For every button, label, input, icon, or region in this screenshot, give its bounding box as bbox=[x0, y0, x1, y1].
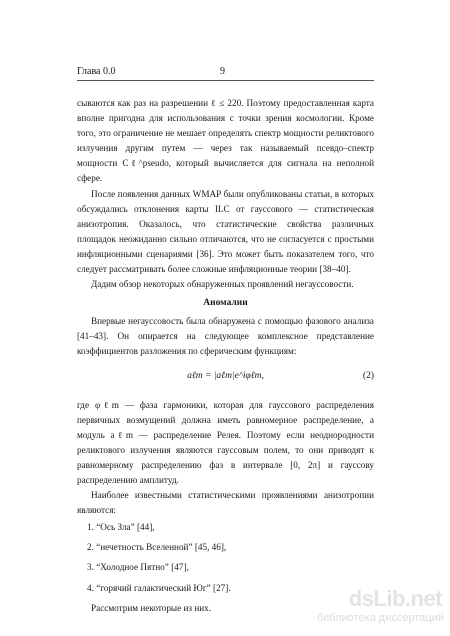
chapter-label: Глава 0.0 bbox=[77, 66, 116, 77]
paragraph-after-equation: где φℓm — фаза гармоники, которая для гауссового распределения первичных возмущений должна иметь равномерное распределение, а модуль aℓm — распределение Релея. Поэтому если неоднородности реликтового излучения являются гауссовым полем, то они приводят к равномерному распределению фаз в интервале [0, 2π] и гауссову распределению амплитуд. bbox=[77, 399, 374, 485]
paragraph-3: Дадим обзор некоторых обнаруженных проявлений негауссовости. bbox=[91, 279, 354, 290]
paragraph-final: Рассмотрим некоторые из них. bbox=[91, 602, 212, 613]
section-heading: Аномалии bbox=[203, 298, 248, 309]
page-number: 9 bbox=[220, 66, 225, 77]
list-item: 1. “Ось Зла” [44], bbox=[87, 522, 155, 533]
list-item: 4. “горячий галактический Юг” [27]. bbox=[87, 582, 231, 593]
list-item: 2. “нечетность Вселенной” [45, 46], bbox=[87, 542, 227, 553]
list-item: 3. “Холодное Пятно” [47], bbox=[87, 562, 189, 573]
paragraph-2: После появления данных WMAP были опубликованы статьи, в которых обсуждались отклонения карты ILC от гауссового — статистическая анизотропия. Оказалось, что статистические свойства различных площадок неожиданно сильно отличаются, что не согласуется с простыми инфляционными сценариями [36]. Это может быть показателем того, что следует рассматривать более сложные инфляционные теории [38–40]. bbox=[77, 188, 374, 275]
watermark bbox=[286, 586, 450, 630]
page-header bbox=[77, 64, 374, 80]
equation-formula: aℓm = |aℓm|e^iφℓm, bbox=[187, 370, 264, 381]
equation bbox=[77, 366, 374, 392]
equation-number: (2) bbox=[362, 370, 374, 381]
watermark-subtitle: библиотека диссертаций bbox=[316, 612, 444, 624]
paragraph-intro: Впервые негауссовость была обнаружена с помощью фазового анализа [41–43]. Он опирается на следующее комплексное представление коэффициентов разложения по сферическим функциям: bbox=[77, 316, 374, 357]
header-rule bbox=[77, 80, 374, 81]
paragraph-1: сываются как раз на разрешении ℓ ≤ 220. Поэтому предоставленная карта вполне пригодна для использования с точки зрения космологии. Кроме того, это ограничение не мешает определять спектр мощности реликтового излучения другим путем — через так называемый псевдо–спектр мощности Cℓ^pseudo, который вычисляется для сигнала на неполной сфере. bbox=[77, 98, 374, 184]
paragraph-list-intro: Наиболее известными статистическими проявлениями анизотропии являются: bbox=[77, 490, 374, 516]
anomaly-list bbox=[77, 520, 374, 595]
watermark-logo: dsLib.net bbox=[348, 586, 442, 611]
page-body bbox=[77, 96, 374, 616]
